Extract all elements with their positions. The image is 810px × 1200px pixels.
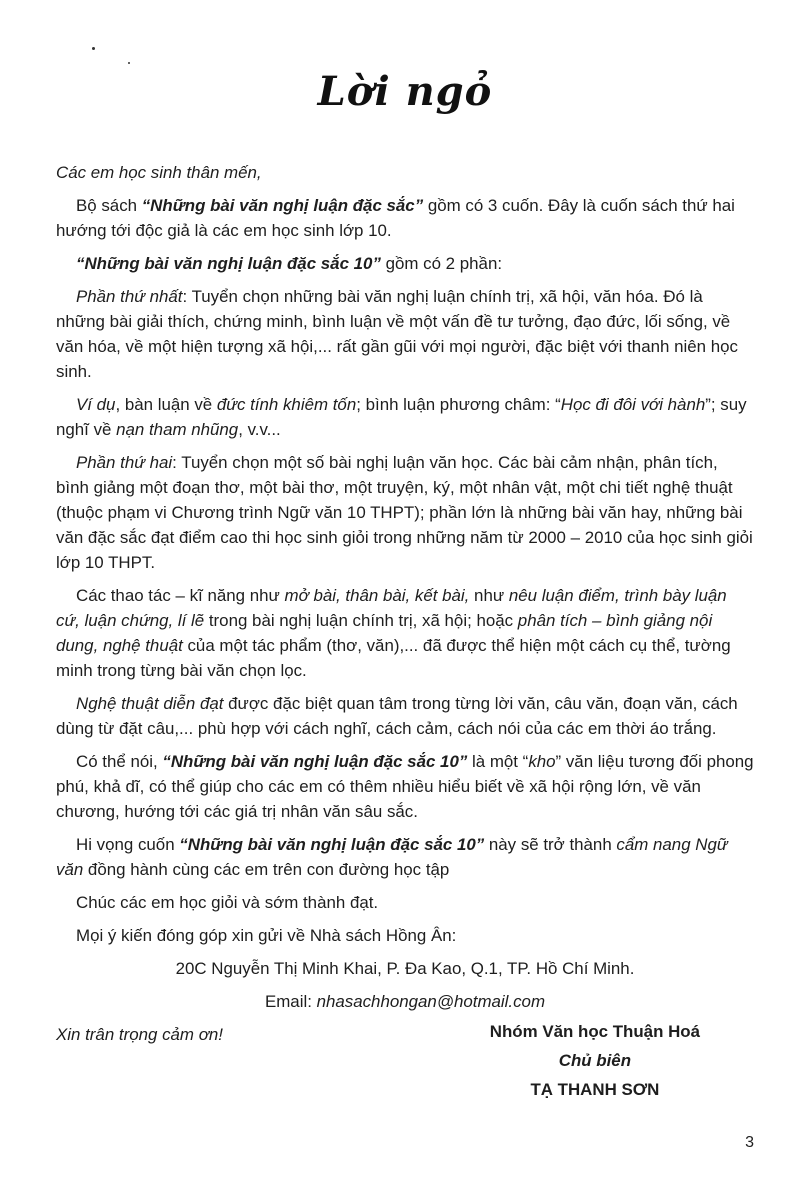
paragraph-4: Ví dụ, bàn luận về đức tính khiêm tốn; bình luận phương châm: “Học đi đôi với hành”; suy nghĩ về nạn tham nhũng, v.v... [56,395,747,439]
signature-name: TẠ THANH SƠN [530,1080,660,1099]
paragraph-5: Phần thứ hai: Tuyển chọn một số bài nghị luận văn học. Các bài cảm nhận, phân tích, bình giảng một đoạn thơ, một bài thơ, một truyện, ký, một nhân vật, một chi tiết nghệ thuật (thuộc phạm vi Chương trình Ngữ văn 10 THPT); phần lớn là những bài văn hay, những bài văn đặc sắc đạt điểm cao thi học sinh giỏi trong những năm từ 2000 – 2010 của học sinh giỏi lớp 10 THPT. [56,453,753,572]
signature-role: Chủ biên [558,1051,632,1070]
email-line: Email: nhasachhongan@hotmail.com [264,992,546,1011]
signature-group: Nhóm Văn học Thuận Hoá [489,1022,700,1041]
page-title: Lời ngỏ [317,68,493,115]
scan-speck [128,62,130,64]
paragraph-8: Có thể nói, “Những bài văn nghị luận đặc sắc 10” là một “kho” văn liệu tương đối phong phú, khả dĩ, có thể giúp cho các em có thêm nhiều hiểu biết về xã hội rộng lớn, về văn chương, hướng tới các giá trị nhân văn sâu sắc. [56,752,754,821]
paragraph-3: Phần thứ nhất: Tuyển chọn những bài văn nghị luận chính trị, xã hội, văn hóa. Đó là những bài giải thích, chứng minh, bình luận về một vấn đề tư tưởng, đạo đức, lối sống, về văn hóa, về một hiện tượng xã hội,... rất gần gũi với mọi người, đặc biệt với thanh niên học sinh. [56,287,738,381]
paragraph-7: Nghệ thuật diễn đạt được đặc biệt quan tâm trong từng lời văn, câu văn, đoạn văn, cách dùng từ đặt câu,... phù hợp với cách nghĩ, cách cảm, cách nói của các em thời áo trắng. [56,694,738,738]
thanks: Xin trân trọng cảm ơn! [56,1025,223,1044]
paragraph-10: Chúc các em học giỏi và sớm thành đạt. [76,893,379,912]
scan-speck [92,47,95,50]
paragraph-9: Hi vọng cuốn “Những bài văn nghị luận đặc sắc 10” này sẽ trở thành cẩm nang Ngữ văn đồng hành cùng các em trên con đường học tập [56,835,728,879]
address-line: 20C Nguyễn Thị Minh Khai, P. Đa Kao, Q.1, TP. Hồ Chí Minh. [175,959,635,978]
page-number: 3 [745,1134,754,1151]
paragraph-2: “Những bài văn nghị luận đặc sắc 10” gồm có 2 phần: [76,254,503,273]
paragraph-1: Bộ sách “Những bài văn nghị luận đặc sắc” gồm có 3 cuốn. Đây là cuốn sách thứ hai hướng tới độc giả là các em học sinh lớp 10. [56,196,735,240]
paragraph-11: Mọi ý kiến đóng góp xin gửi về Nhà sách Hồng Ân: [76,926,457,945]
signature-block [490,1017,700,1104]
greeting: Các em học sinh thân mến, [56,163,262,182]
body-text [56,160,754,1055]
paragraph-6: Các thao tác – kĩ năng như mở bài, thân bài, kết bài, như nêu luận điểm, trình bày luận cứ, luận chứng, lí lẽ trong bài nghị luận chính trị, xã hội; hoặc phân tích – bình giảng nội dung, nghệ thuật của một tác phẩm (thơ, văn),... đã được thể hiện một cách cụ thể, tường minh trong từng bài văn chọn lọc. [56,586,731,680]
